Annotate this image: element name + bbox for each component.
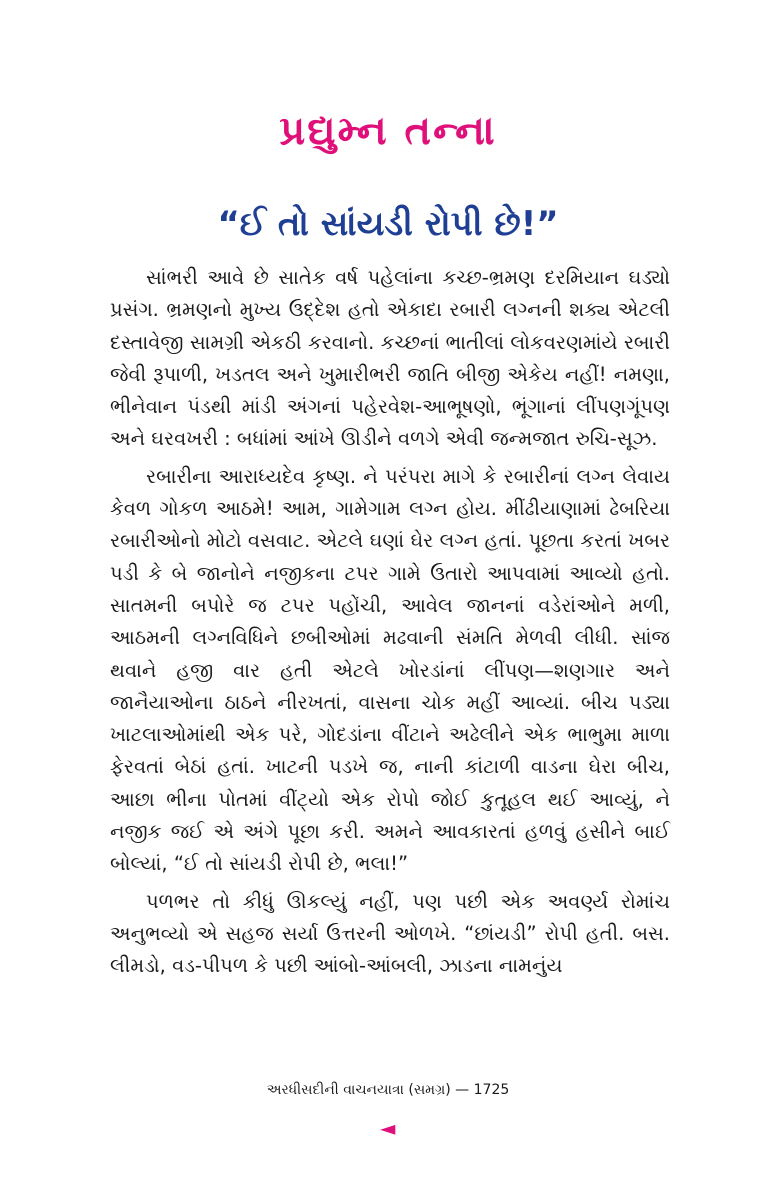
previous-page-arrow-icon[interactable]: ◄ bbox=[380, 1116, 396, 1140]
paragraph-3: પળભર તો કીધું ઊકલ્યું નહીં, પણ પછી એક અવર્ણ્ય રોમાંચ અનુભવ્યો એ સહજ સર્યા ઉત્તરની ઓળખે. “છાંયડી” રોપી હતી. બસ. લીમડો, વડ-પીપળ કે પછી આંબો-આંબલી, ઝાડના નામનુંય bbox=[110, 889, 670, 978]
author-name: પ્રદ્યુમ્ન તન્ના bbox=[279, 108, 497, 154]
article-body bbox=[110, 262, 670, 988]
page-footer: અરધીસદીની વાચનયાત્રા (સમગ્ર) — 1725 bbox=[266, 1082, 510, 1098]
article-title: “ઈ તો સાંયડી રોપી છે!” bbox=[217, 204, 559, 244]
paragraph-2: રબારીના આરાધ્યદેવ કૃષ્ણ. ને પરંપરા માગે કે રબારીનાં લગ્ન લેવાય કેવળ ગોકળ આઠમે! આમ, ગામેગામ લગ્ન હોય. મીંઢીયાણામાં ઢેબરિયા રબારીઓનો મોટો વસવાટ. એટલે ઘણાં ઘેર લગ્ન હતાં. પૂછતા કરતાં ખબર પડી કે બે જાનોને નજીકના ટપર ગામે ઉતારો આપવામાં આવ્યો હતો. સાતમની બપોરે જ ટપર પહોંચી, આવેલ જાનનાં વડેરાંઓને મળી, આઠમની લગ્નવિધિને છબીઓમાં મઢવાની સંમતિ મેળવી લીધી. સાંજ થવાને હજી વાર હતી એટલે ખોરડાંનાં લીંપણ—શણગાર અને જાનૈયાઓના ઠાઠને નીરખતાં, વાસના ચોક મહીં આવ્યાં. બીચ પડ્યા ખાટલાઓમાંથી એક પરે, ગોદડાંના વીંટાને અઢેલીને એક ભાભુમા માળા ફેરવતાં બેઠાં હતાં. ખાટની પડખે જ, નાની કાંટાળી વાડના ઘેરા બીચ, આછા ભીના પોતમાં વીંટ્યો એક રોપો જોઈ કુતૂહલ થઈ આવ્યું, ને નજીક જઈ એ અંગે પૂછા કરી. અમને આવકારતાં હળવું હસીને બાઈ બોલ્યાં, “ઈ તો સાંયડી રોપી છે, ભલા!” bbox=[110, 464, 671, 876]
paragraph-1: સાંભરી આવે છે સાતેક વર્ષ પહેલાંના કચ્છ-ભ્રમણ દરમિયાન ઘડ્યો પ્રસંગ. ભ્રમણનો મુખ્ય ઉદ્દેશ હતો એકાદા રબારી લગ્નની શક્ય એટલી દસ્તાવેજી સામગ્રી એકઠી કરવાનો. કચ્છનાં ભાતીલાં લોકવરણમાંયે રબારી જેવી રૂપાળી, ખડતલ અને ખુમારીભરી જાતિ બીજી એકેય નહીં! નમણા, ભીનેવાન પંડથી માંડી અંગનાં પહેરવેશ-આભૂષણો, ભૂંગાનાં લીંપણગૂંપણ અને ઘરવખરી : બધાંમાં આંખે ઊડીને વળગે એવી જન્મજાત રુચિ-સૂઝ. bbox=[110, 266, 670, 451]
